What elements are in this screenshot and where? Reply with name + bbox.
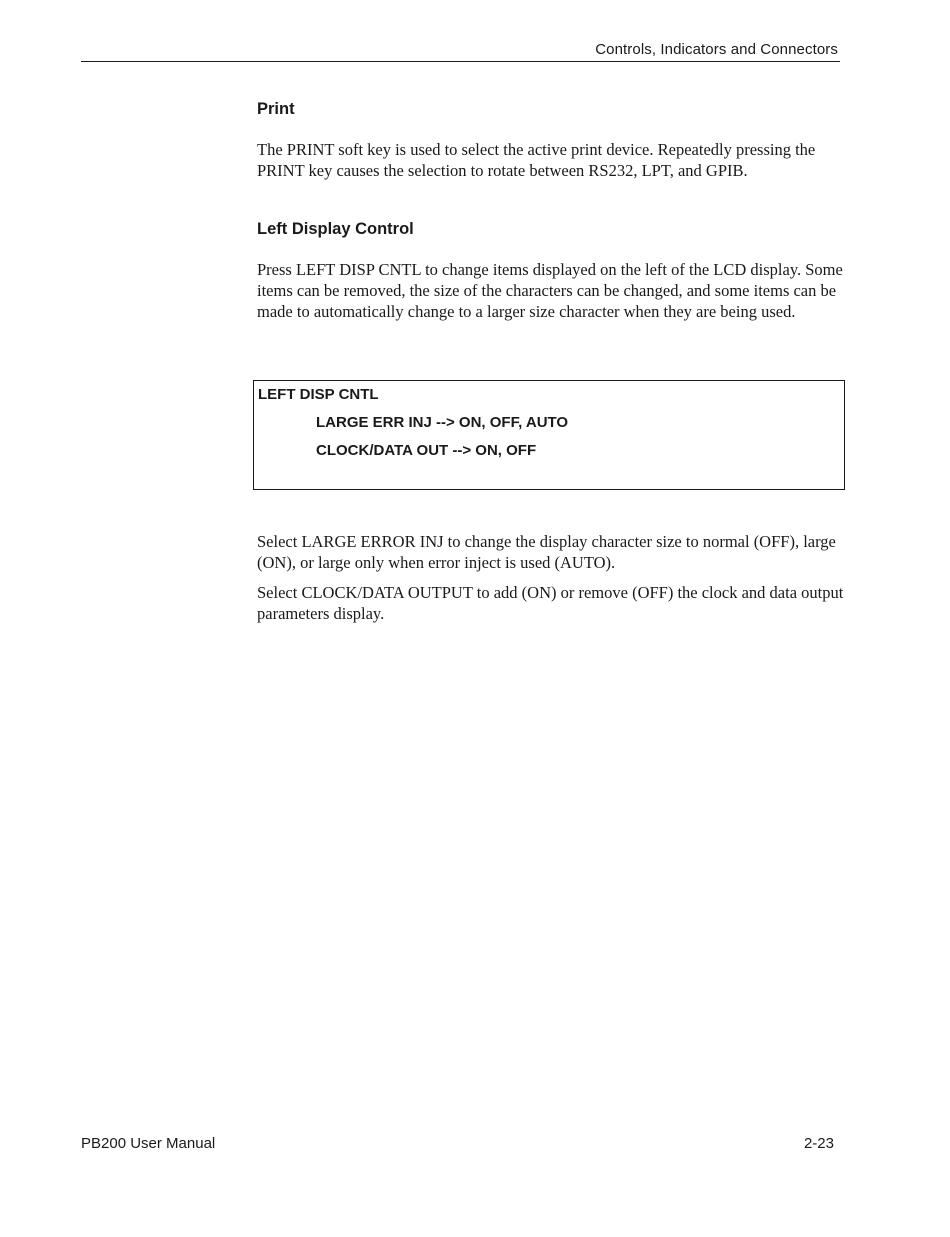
large-error-paragraph: Select LARGE ERROR INJ to change the display character size to normal (OFF), large (ON), or large only when error inject is used (AUTO). [257, 532, 836, 572]
menu-line-clock-data: CLOCK/DATA OUT --> ON, OFF [316, 442, 537, 459]
menu-line-large-err: LARGE ERR INJ --> ON, OFF, AUTO [316, 414, 569, 431]
print-heading: Print [257, 100, 295, 118]
left-display-paragraph: Press LEFT DISP CNTL to change items displayed on the left of the LCD display. Some items can be removed, the size of the characters can be changed, and some items can be made to automatically change to a larger size character when they are being used. [257, 260, 843, 321]
footer-manual-name: PB200 User Manual [81, 1135, 216, 1152]
menu-box [253, 380, 845, 490]
footer-page-number: 2-23 [803, 1135, 834, 1152]
menu-box-title: LEFT DISP CNTL [258, 386, 379, 403]
print-paragraph: The PRINT soft key is used to select the active print device. Repeatedly pressing the PRINT key causes the selection to rotate between RS232, LPT, and GPIB. [257, 140, 816, 180]
running-header: Controls, Indicators and Connectors [595, 41, 838, 58]
header-rule [81, 61, 840, 62]
left-display-heading: Left Display Control [257, 220, 414, 238]
clock-data-paragraph: Select CLOCK/DATA OUTPUT to add (ON) or remove (OFF) the clock and data output parameters display. [257, 583, 844, 623]
